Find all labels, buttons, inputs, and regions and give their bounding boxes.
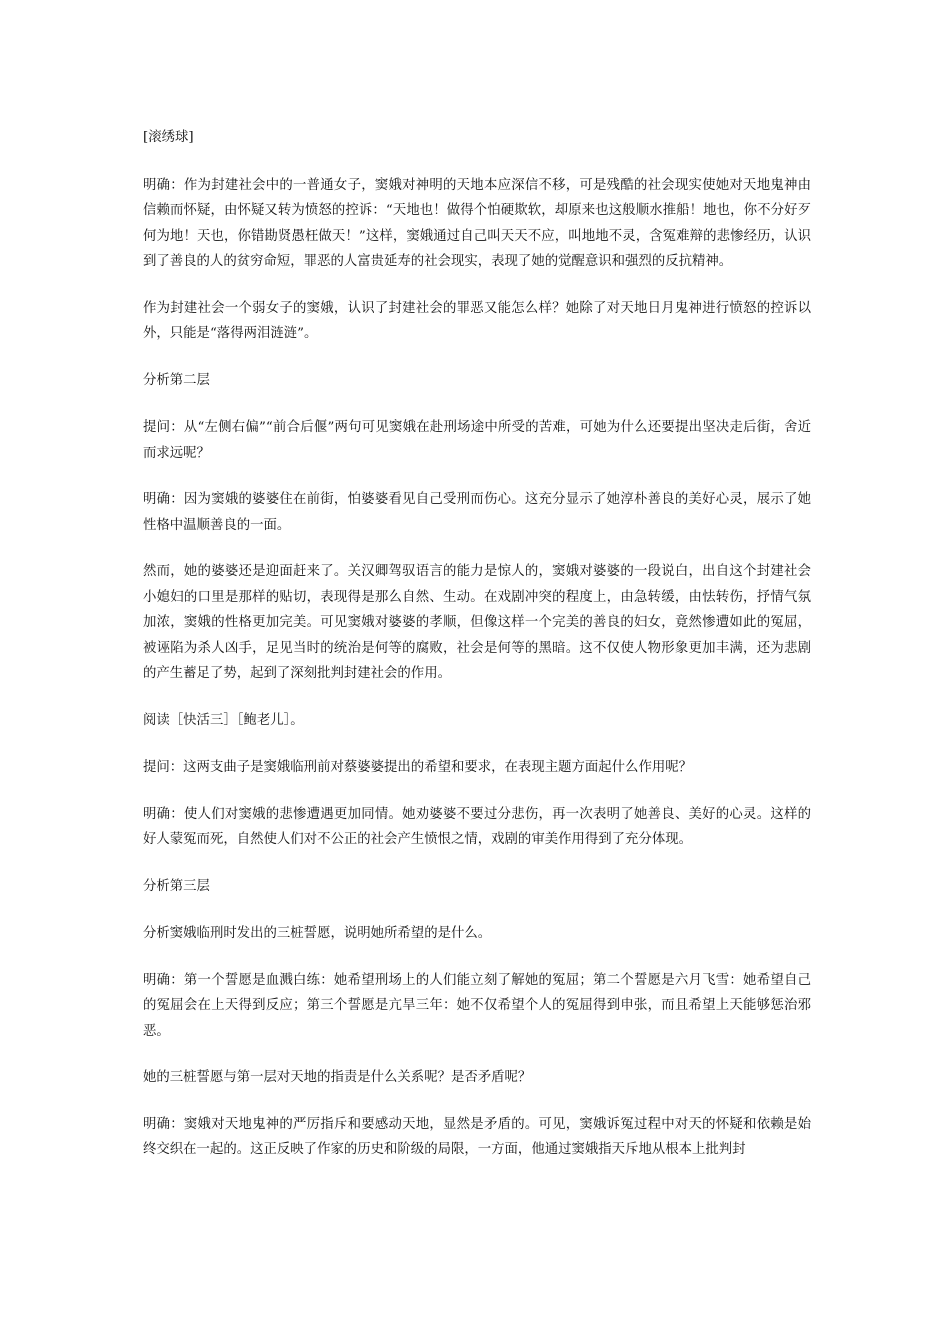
paragraph-commentary-1: 作为封建社会一个弱女子的窦娥，认识了封建社会的罪恶又能怎么样？她除了对天地日月鬼神进行愤怒的控诉以外，只能是“落得两泪涟涟”。 xyxy=(143,300,811,341)
paragraph-commentary-2: 然而，她的婆婆还是迎面赶来了。关汉卿驾驭语言的能力是惊人的，窦娥对婆婆的一段说白，出自这个封建社会小媳妇的口里是那样的贴切，表现得是那么自然、生动。在戏剧冲突的程度上，由急转缓，由怯转伤，抒情气氛加浓，窦娥的性格更加完美。可见窦娥对婆婆的孝顺，但像这样一个完美的善良的妇女，竟然惨遭如此的冤屈，被诬陷为杀人凶手，足见当时的统治是何等的腐败，社会是何等的黑暗。这不仅使人物形象更加丰满，还为悲剧的产生蓄足了势，起到了深刻批判封建社会的作用。 xyxy=(143,564,811,681)
paragraph-answer-1: 明确：作为封建社会中的一普通女子，窦娥对神明的天地本应深信不移，可是残酷的社会现实使她对天地鬼神由信赖而怀疑，由怀疑又转为愤怒的控诉：“天地也！做得个怕硬欺软，却原来也这般顺水推船！地也，你不分好歹何为地！天也，你错勘贤愚枉做天！”这样，窦娥通过自己叫天天不应，叫地地不灵，含冤难辩的悲惨经历，认识到了善良的人的贫穷命短，罪恶的人富贵延寿的社会现实，表现了她的觉醒意识和强烈的反抗精神。 xyxy=(143,177,811,269)
paragraph-question-4: 她的三桩誓愿与第一层对天地的指责是什么关系呢？是否矛盾呢？ xyxy=(143,1070,532,1085)
paragraph-question-1: 提问：从“左侧右偏”“前合后偃”两句可见窦娥在赴刑场途中所受的苦难，可她为什么还要提出坚决走后街，舍近而求远呢？ xyxy=(143,420,811,461)
section-heading-layer-2: 分析第二层 xyxy=(143,372,210,388)
section-title-gunxiuqiu: [滚绣球] xyxy=(143,130,194,145)
paragraph-answer-3: 明确：使人们对窦娥的悲惨遭遇更加同情。她劝婆婆不要过分悲伤，再一次表明了她善良、美好的心灵。这样的好人蒙冤而死，自然使人们对不公正的社会产生愤恨之情，戏剧的审美作用得到了充分体现。 xyxy=(143,806,811,847)
document-body xyxy=(143,125,811,1184)
paragraph-question-2: 提问：这两支曲子是窦娥临刑前对蔡婆婆提出的希望和要求，在表现主题方面起什么作用呢？ xyxy=(143,760,693,775)
paragraph-answer-2: 明确：因为窦娥的婆婆住在前街，怕婆婆看见自己受刑而伤心。这充分显示了她淳朴善良的美好心灵，展示了她性格中温顺善良的一面。 xyxy=(143,492,811,533)
paragraph-answer-4: 明确：第一个誓愿是血溅白练：她希望刑场上的人们能立刻了解她的冤屈；第二个誓愿是六月飞雪：她希望自己的冤屈会在上天得到反应；第三个誓愿是亢旱三年：她不仅希望个人的冤屈得到申张，而且希望上天能够惩治邪恶。 xyxy=(143,972,811,1039)
reading-instruction: 阅读［快活三］［鲍老儿］。 xyxy=(143,712,304,728)
section-heading-layer-3: 分析第三层 xyxy=(143,878,210,894)
paragraph-answer-5: 明确：窦娥对天地鬼神的严厉指斥和要感动天地，显然是矛盾的。可见，窦娥诉冤过程中对天的怀疑和依赖是始终交织在一起的。这正反映了作家的历史和阶级的局限，一方面，他通过窦娥指天斥地从根本上批判封 xyxy=(143,1116,811,1157)
paragraph-question-3: 分析窦娥临刑时发出的三桩誓愿，说明她所希望的是什么。 xyxy=(143,926,492,941)
